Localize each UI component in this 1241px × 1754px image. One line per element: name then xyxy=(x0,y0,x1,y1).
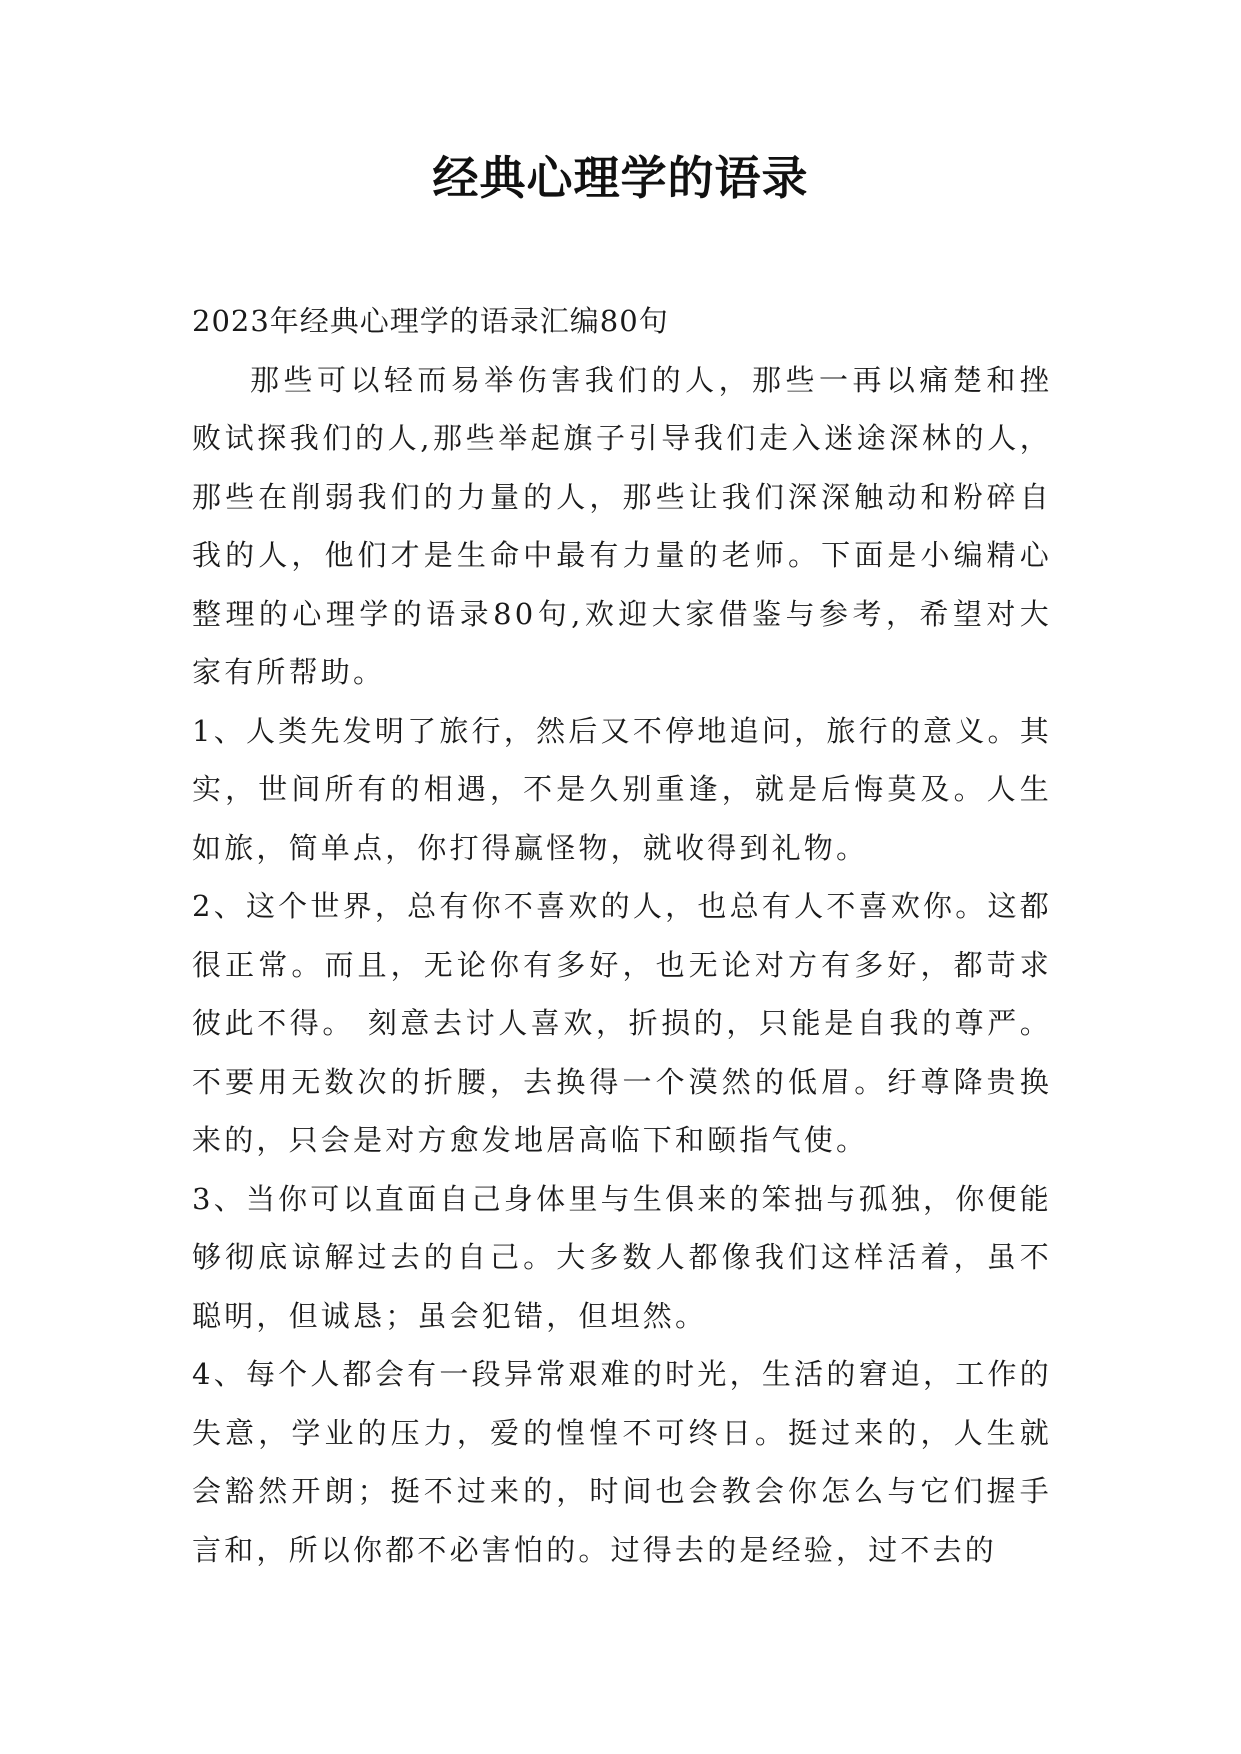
document-title: 经典心理学的语录 xyxy=(432,151,809,205)
document-body xyxy=(192,292,1052,1579)
quote-item-4: 4、每个人都会有一段异常艰难的时光，生活的窘迫，工作的失意，学业的压力，爱的惶惶不可终日。挺过来的，人生就会豁然开朗；挺不过来的，时间也会教会你怎么与它们握手言和，所以你都不必害怕的。过得去的是经验，过不去的 xyxy=(192,1357,1052,1567)
document-subtitle: 2023年经典心理学的语录汇编80句 xyxy=(192,304,669,338)
quote-item-2: 2、这个世界，总有你不喜欢的人，也总有人不喜欢你。这都很正常。而且，无论你有多好，也无论对方有多好，都苛求彼此不得。 刻意去讨人喜欢，折损的，只能是自我的尊严。不要用无数次的折腰，去换得一个漠然的低眉。纡尊降贵换来的，只会是对方愈发地居高临下和颐指气使。 xyxy=(192,889,1052,1157)
quote-item-1: 1、人类先发明了旅行，然后又不停地追问，旅行的意义。其实，世间所有的相遇，不是久别重逢，就是后悔莫及。人生如旅，简单点，你打得赢怪物，就收得到礼物。 xyxy=(192,713,1052,865)
quote-item-3: 3、当你可以直面自己身体里与生俱来的笨拙与孤独，你便能够彻底谅解过去的自己。大多数人都像我们这样活着，虽不聪明，但诚恳；虽会犯错，但坦然。 xyxy=(192,1181,1052,1333)
intro-paragraph: 那些可以轻而易举伤害我们的人，那些一再以痛楚和挫败试探我们的人,那些举起旗子引导我们走入迷途深林的人，那些在削弱我们的力量的人，那些让我们深深触动和粉碎自我的人，他们才是生命中最有力量的老师。下面是小编精心整理的心理学的语录80句,欢迎大家借鉴与参考，希望对大家有所帮助。 xyxy=(192,362,1052,689)
